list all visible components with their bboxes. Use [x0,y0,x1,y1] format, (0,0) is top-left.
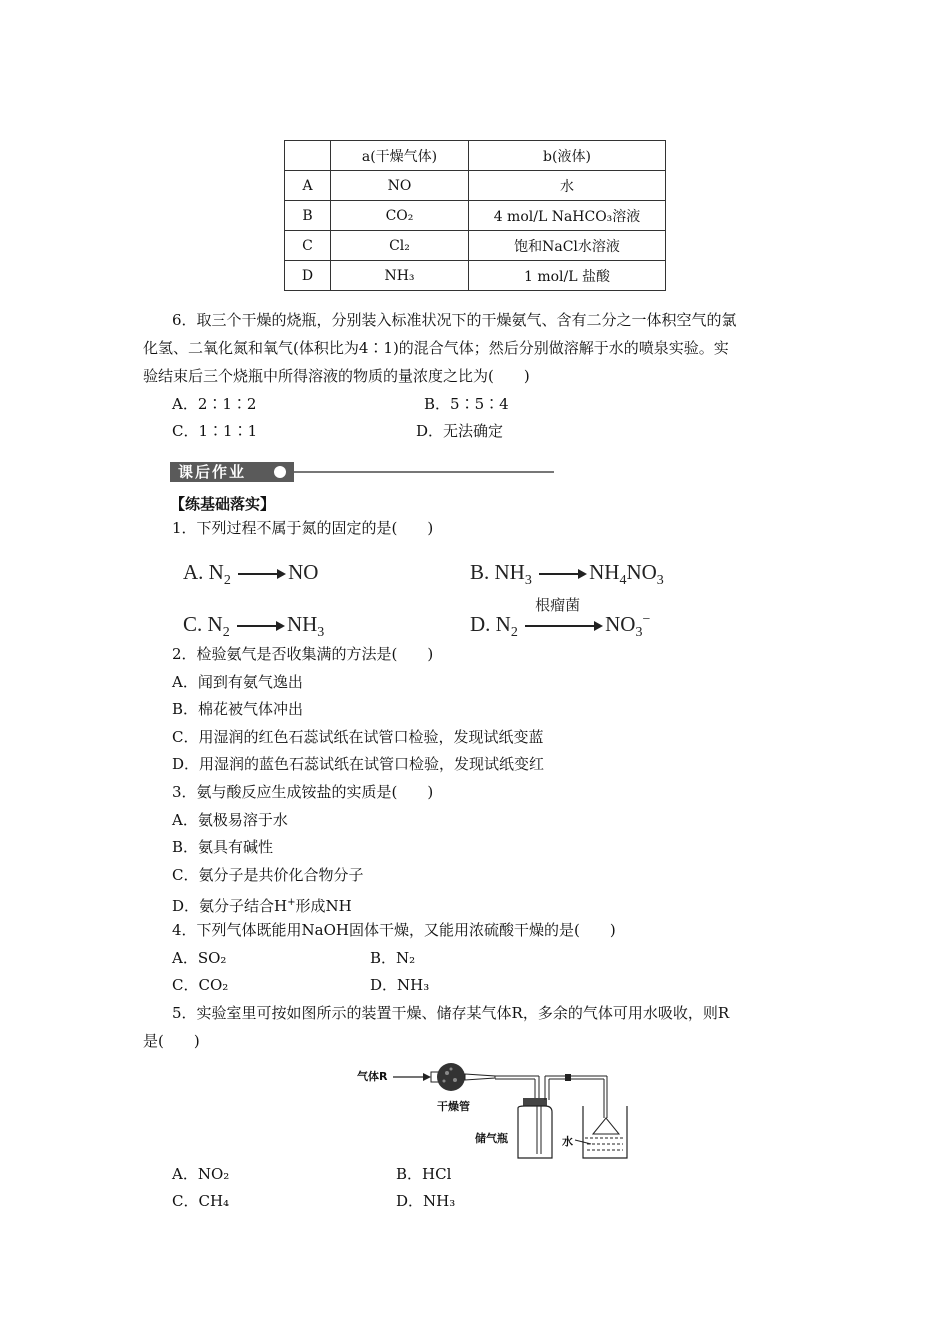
q2-option-c: C．用湿润的红色石蕊试纸在试管口检验，发现试纸变蓝 [172,728,544,746]
apparatus-diagram [355,1060,630,1165]
subscript: 3 [524,573,532,589]
option-letter: B. [470,560,490,584]
product: NH [286,612,318,636]
q6-option-a: A．2∶1∶2 [172,395,257,413]
reaction-arrow-icon [525,596,603,632]
subscript: 3 [635,625,643,641]
q6-line-2: 化氢、二氧化氮和氧气(体积比为4∶1)的混合气体；然后分别做溶解于水的喷泉实验。实 [143,339,729,357]
q5-option-c: C．CH₄ [172,1192,230,1210]
q2-option-b: B．棉花被气体冲出 [172,700,304,718]
option-text: D．氨分子结合H [172,897,288,915]
drying-tube-label: 干燥管 [437,1100,470,1113]
option-letter: D. [470,612,491,636]
reaction-arrow-icon [539,568,587,580]
arrow-condition-label: 根瘤菌 [535,596,581,615]
q3-option-a: A．氨极易溶于水 [172,811,288,829]
table-cell: 饱和NaCl水溶液 [469,231,666,261]
q6-option-b: B．5∶5∶4 [424,395,509,413]
table-cell: C [285,231,331,261]
q1-stem: 1．下列过程不属于氮的固定的是( ) [172,519,434,537]
table-cell: 1 mol/L 盐酸 [469,261,666,291]
table-cell: D [285,261,331,291]
q5-option-d: D．NH₃ [396,1192,456,1210]
option-letter: C. [183,612,203,636]
product: NH [589,560,620,584]
product: NO [605,612,636,636]
table-cell: 4 mol/L NaHCO₃溶液 [469,201,666,231]
reactant: N [208,560,224,584]
q1-option-a [183,560,318,589]
q2-option-d: D．用湿润的蓝色石蕊试纸在试管口检验，发现试纸变红 [172,755,545,773]
subscript: 3 [656,573,664,589]
q5-line-2: 是( ) [143,1032,200,1050]
subscript: 2 [510,625,518,641]
table-cell: B [285,201,331,231]
q4-option-c: C．CO₂ [172,976,229,994]
subscript: 4 [619,573,627,589]
q1-option-c [183,612,324,641]
section-subtitle: 【练基础落实】 [170,495,276,513]
q3-option-b: B．氨具有碱性 [172,838,274,856]
reaction-arrow-icon [237,620,285,632]
section-title: 课后作业 [170,462,294,482]
table-cell: NO [331,171,469,201]
table-header-row [285,141,666,171]
section-divider [294,471,554,473]
q3-option-c: C．氨分子是共价化合物分子 [172,866,364,884]
table-cell: 水 [469,171,666,201]
table-row [285,201,666,231]
q4-option-d: D．NH₃ [370,976,430,994]
q5-option-b: B．HCl [396,1165,452,1183]
q5-line-1: 5．实验室里可按如图所示的装置干燥、储存某气体R，多余的气体可用水吸收，则R [172,1004,730,1022]
reactant: N [495,612,511,636]
reactant: NH [494,560,525,584]
q3-stem: 3．氨与酸反应生成铵盐的实质是( ) [172,783,434,801]
table-header-cell [285,141,331,171]
table-cell: NH₃ [331,261,469,291]
q6-line-1: 6．取三个干燥的烧瓶，分别装入标准状况下的干燥氨气、含有二分之一体积空气的氯 [172,311,737,329]
table-header-cell: a(干燥气体) [331,141,469,171]
water-label: 水 [562,1135,573,1148]
q2-stem: 2．检验氨气是否收集满的方法是( ) [172,645,434,663]
bullet-dot-icon [274,466,286,478]
gas-liquid-table [284,140,666,291]
option-letter: A. [183,560,204,584]
table-cell: A [285,171,331,201]
gas-r-label: 气体R [357,1070,388,1083]
subscript: 3 [317,625,325,641]
q4-stem: 4．下列气体既能用NaOH固体干燥，又能用浓硫酸干燥的是( ) [172,921,616,939]
q4-option-b: B．N₂ [370,949,416,967]
option-text: 形成NH [295,897,352,915]
q4-option-a: A．SO₂ [172,949,227,967]
product: NO [288,560,319,584]
reaction-arrow-icon [238,568,286,580]
q5-option-a: A．NO₂ [172,1165,230,1183]
table-row [285,171,666,201]
table-row [285,261,666,291]
q1-option-d [470,596,651,641]
subscript: 2 [222,625,230,641]
reactant: N [207,612,223,636]
q2-option-a: A．闻到有氨气逸出 [172,673,303,691]
apparatus-figure [355,1060,630,1165]
superscript: + [287,897,296,908]
subscript: 2 [223,573,231,589]
q6-option-d: D．无法确定 [416,422,504,440]
q6-line-3: 验结束后三个烧瓶中所得溶液的物质的量浓度之比为( ) [143,367,530,385]
table-row [285,231,666,261]
section-banner [170,460,555,484]
gas-bottle-label: 储气瓶 [475,1132,508,1145]
q6-option-c: C．1∶1∶1 [172,422,258,440]
product: NO [626,560,657,584]
table-cell: Cl₂ [331,231,469,261]
table-cell: CO₂ [331,201,469,231]
superscript: − [642,612,651,627]
q1-option-b [470,560,664,589]
table-header-cell: b(液体) [469,141,666,171]
